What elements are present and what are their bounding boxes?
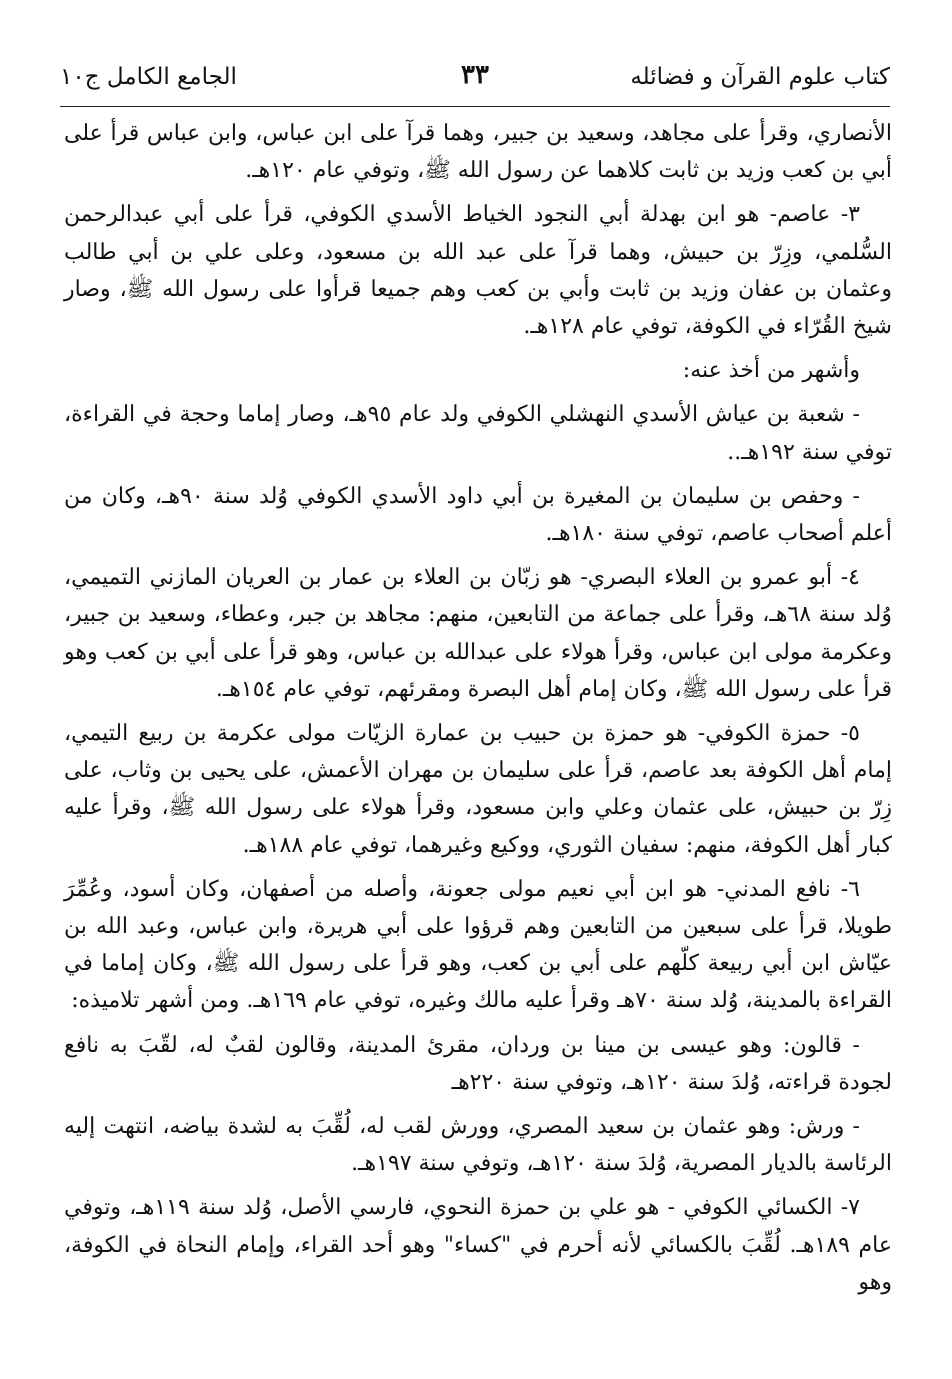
paragraph-continuation: الأنصاري، وقرأ على مجاهد، وسعيد بن جبير، وهما قرآ على ابن عباس، وابن عباس قرأ على أبي بن كعب وزيد بن ثابت كلاهما عن رسول الله ﷺ، وتوفي عام ١٢٠هـ. bbox=[64, 121, 892, 184]
header-divider bbox=[60, 106, 890, 107]
book-title: كتاب علوم القرآن و فضائله bbox=[630, 64, 890, 90]
paragraph-shuba: - شعبة بن عياش الأسدي النهشلي الكوفي ولد عام ٩٥هـ، وصار إماما وحجة في القراءة، توفي سنة ١٩٢هـ.. bbox=[64, 402, 892, 465]
paragraph-warsh: - ورش: وهو عثمان بن سعيد المصري، وورش لقب له، لُقِّبَ به لشدة بياضه، انتهت إليه الرئاسة بالديار المصرية، وُلدَ سنة ١٢٠هـ، وتوفي سنة ١٩٧هـ. bbox=[64, 1114, 892, 1177]
paragraph-kisai: ٧- الكسائي الكوفي - هو علي بن حمزة النحوي، فارسي الأصل، وُلد سنة ١١٩هـ، وتوفي عام ١٨٩هـ. لُقِّبَ بالكسائي لأنه أحرم في "كساء" وهو أحد القراء، وإمام النحاة في الكوفة، وهو bbox=[64, 1195, 892, 1295]
volume-label: الجامع الكامل ج١٠ bbox=[60, 64, 237, 90]
page-number: ٣٣ bbox=[461, 60, 489, 90]
body-text bbox=[64, 115, 892, 1308]
paragraph-asim-students-heading: وأشهر من أخذ عنه: bbox=[682, 358, 860, 384]
paragraph-nafi: ٦- نافع المدني- هو ابن أبي نعيم مولى جعونة، وأصله من أصفهان، وكان أسود، وعُمِّرَ طويلا، قرأ على سبعين من التابعين وهم قرؤوا على أبي هريرة، وابن عباس، وعبد الله بن عيّاش ابن أبي ربيعة كلّهم على أبي بن كعب، وهو قرأ على رسول الله ﷺ، وكان إماما في القراءة بالمدينة، وُلد سنة ٧٠هـ وقرأ عليه مالك وغيره، توفي عام ١٦٩هـ. ومن أشهر تلاميذه: bbox=[64, 876, 892, 1014]
paragraph-abu-amr: ٤- أبو عمرو بن العلاء البصري- هو زبّان بن العلاء بن عمار بن العريان المازني التميمي، وُلد سنة ٦٨هـ، وقرأ على جماعة من التابعين، منهم: مجاهد بن جبر، وعطاء، وسعيد بن جبير، وعكرمة مولى ابن عباس، وقرأ هولاء على عبدالله بن عباس، وهو قرأ على أبي بن كعب وهو قرأ على رسول الله ﷺ، وكان إمام أهل البصرة ومقرئهم، توفي عام ١٥٤هـ. bbox=[64, 565, 892, 702]
running-header bbox=[60, 58, 890, 102]
paragraph-hafs: - وحفص بن سليمان بن المغيرة بن أبي داود الأسدي الكوفي وُلد سنة ٩٠هـ، وكان من أعلم أصحاب عاصم، توفي سنة ١٨٠هـ. bbox=[64, 483, 892, 547]
paragraph-qalun: - قالون: وهو عيسى بن مينا بن وردان، مقرئ المدينة، وقالون لقبٌ له، لقّبَ به نافع لجودة قراءته، وُلدَ سنة ١٢٠هـ، وتوفي سنة ٢٢٠هـ bbox=[64, 1032, 892, 1095]
paragraph-asim: ٣- عاصم- هو ابن بهدلة أبي النجود الخياط الأسدي الكوفي، قرأ على أبي عبدالرحمن السُّلمي، وزِرّ بن حبيش، وهما قرآ على عبد الله بن مسعود، وعلى علي بن أبي طالب وعثمان بن عفان وزيد بن ثابت وأبي بن كعب وهم جميعا قرأوا على رسول الله ﷺ، وصار شيخ القُرّاء في الكوفة، توفي عام ١٢٨هـ. bbox=[64, 202, 892, 340]
paragraph-hamza: ٥- حمزة الكوفي- هو حمزة بن حبيب بن عمارة الزيّات مولى عكرمة بن ربيع التيمي، إمام أهل الكوفة بعد عاصم، قرأ على سليمان بن مهران الأعمش، على يحيى بن وثاب، على زِرّ بن حبيش، على عثمان وعلي وابن مسعود، وقرأ هولاء على رسول الله ﷺ، وقرأ عليه كبار أهل الكوفة، منهم: سفيان الثوري، ووكيع وغيرهما، توفي عام ١٨٨هـ. bbox=[64, 721, 892, 858]
